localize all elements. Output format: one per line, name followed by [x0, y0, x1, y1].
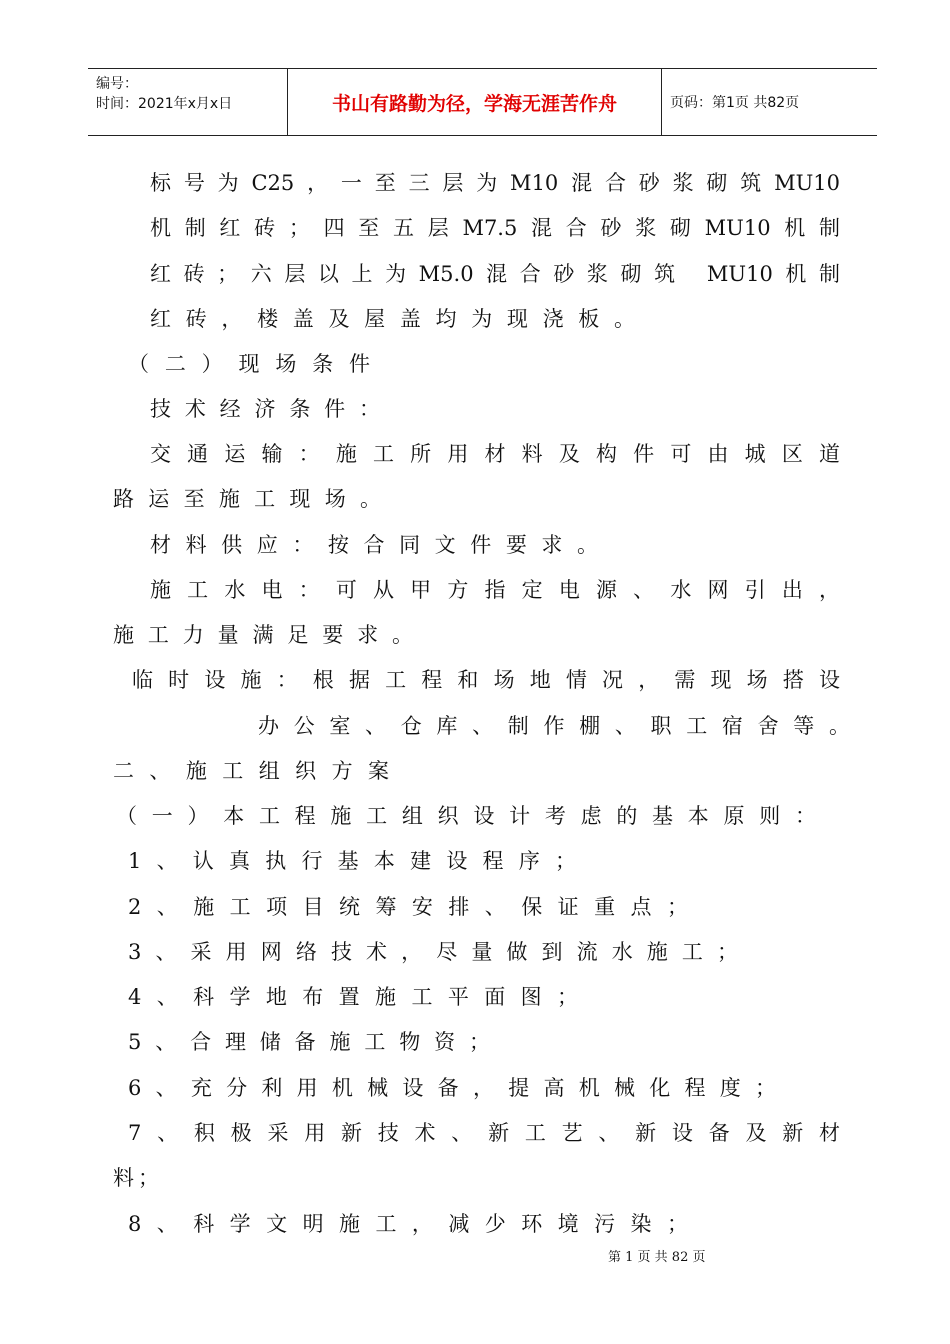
header-meta-cell [88, 69, 288, 135]
section-heading-basic-principles: （一）本工程施工组织设计考虑的基本原则： [116, 804, 816, 828]
body-line-13: 办公室、仓库、制作棚、职工宿舍等。 [258, 714, 850, 738]
page-footer: 第 1 页 共 82 页 [608, 1250, 706, 1265]
list-item-7-continued: 料； [113, 1166, 159, 1190]
body-line-7: 交通运输：施工所用材料及构件可由城区道 [150, 442, 840, 466]
list-item-3: 3、采用网络技术，尽量做到流水施工； [128, 940, 738, 964]
list-item-1: 1、认真执行基本建设程序； [128, 849, 576, 873]
list-item-5: 5、合理储备施工物资； [128, 1030, 490, 1054]
body-line-2: 机制红砖；四至五层M7.5混合砂浆砌MU10机制 [150, 216, 840, 240]
body-line-8: 路运至施工现场。 [113, 487, 381, 511]
header-page-info: 页码：第1页 共82页 [670, 95, 800, 111]
body-line-1: 标号为C25，一至三层为M10混合砂浆砌筑MU10 [150, 171, 840, 195]
list-item-8: 8、科学文明施工，减少环境污染； [128, 1212, 688, 1236]
body-line-9: 材料供应：按合同文件要求。 [150, 533, 598, 557]
body-line-3: 红砖；六层以上为M5.0混合砂浆砌筑 MU10机制 [150, 262, 840, 286]
list-item-2: 2、施工项目统筹安排、保证重点； [128, 895, 688, 919]
list-item-4: 4、科学地布置施工平面图； [128, 985, 578, 1009]
header-motto: 书山有路勤为径，学海无涯苦作舟 [288, 69, 662, 135]
document-number-label: 编号： [96, 76, 138, 92]
body-line-11: 施工力量满足要求。 [113, 623, 413, 647]
body-line-6: 技术经济条件： [150, 397, 380, 421]
body-line-4: 红砖，楼盖及屋盖均为现浇板。 [150, 307, 635, 331]
section-heading-construction-plan: 二、施工组织方案 [113, 759, 389, 783]
list-item-7: 7、积极采用新技术、新工艺、新设备及新材 [128, 1121, 840, 1145]
list-item-6: 6、充分利用机械设备，提高机械化程度； [128, 1076, 776, 1100]
document-date-label: 时间：2021年x月x日 [96, 96, 233, 112]
body-line-12: 临时设施：根据工程和场地情况，需现场搭设 [132, 668, 840, 692]
section-heading-site-conditions: （二）现场条件 [128, 352, 370, 376]
page-header [88, 68, 877, 136]
body-line-10: 施工水电：可从甲方指定电源、水网引出， [150, 578, 840, 602]
